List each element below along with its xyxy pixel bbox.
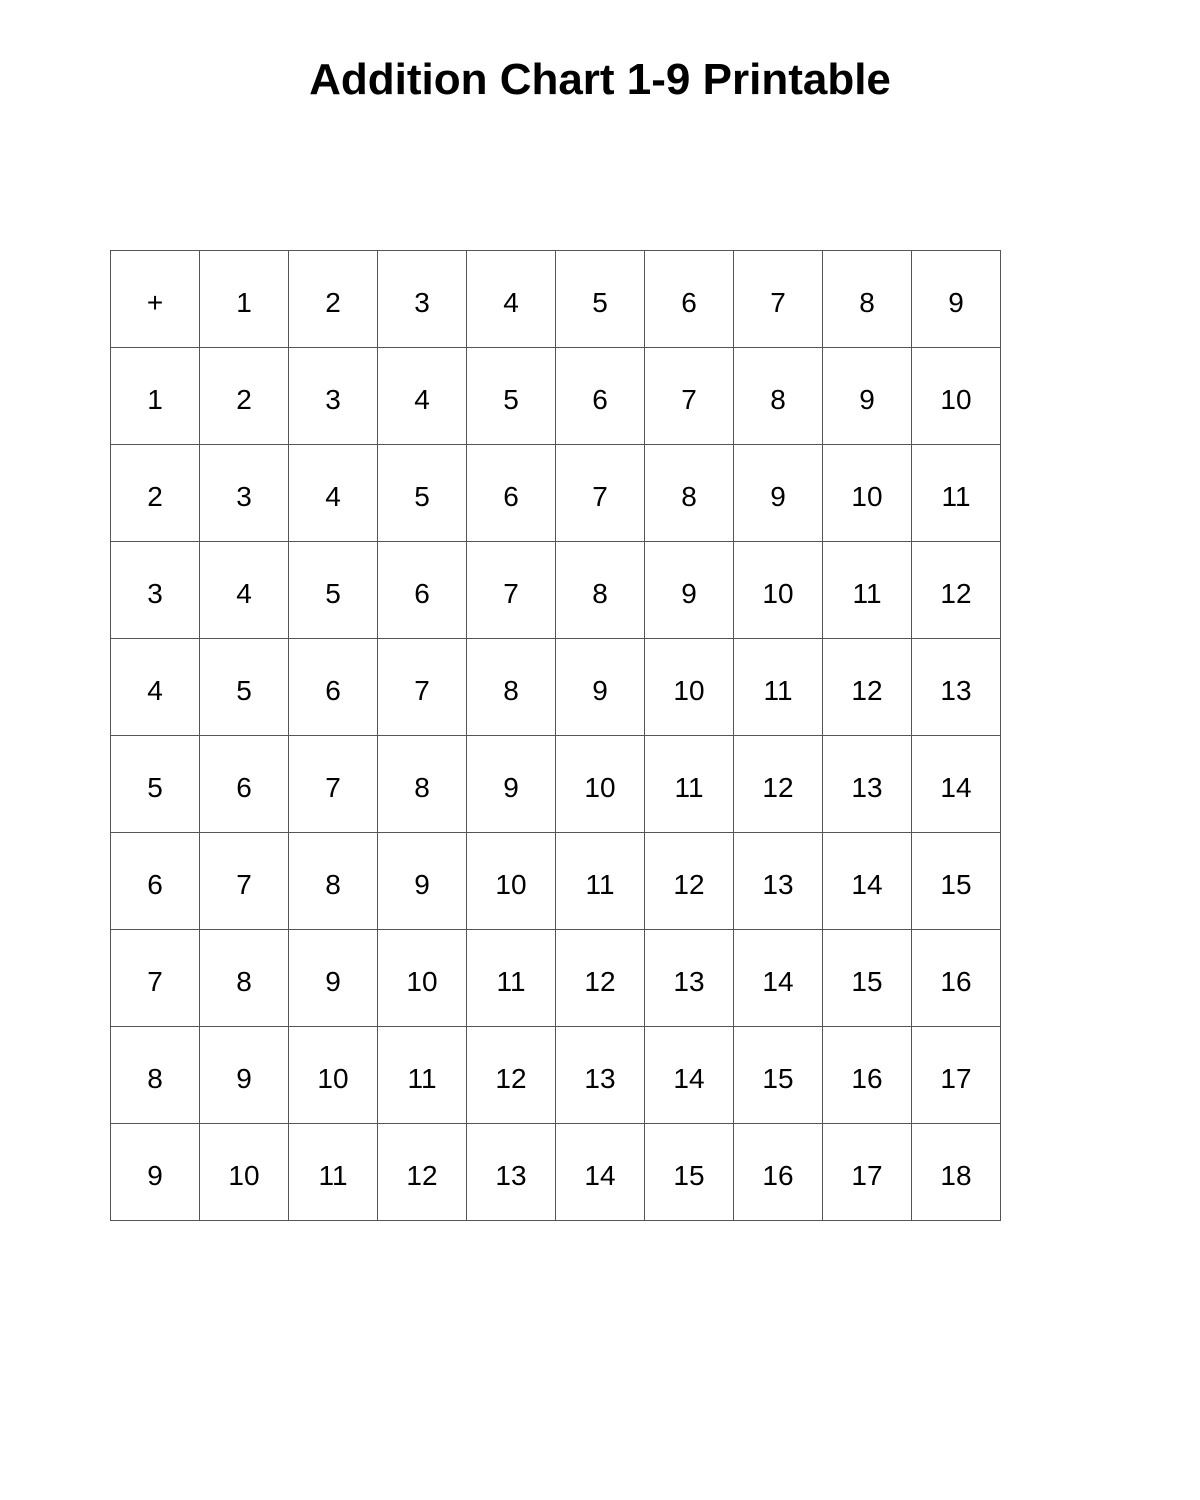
row-header-cell: 3	[111, 542, 200, 639]
sum-cell: 10	[200, 1124, 289, 1221]
sum-cell: 10	[556, 736, 645, 833]
sum-cell: 9	[289, 930, 378, 1027]
sum-cell: 5	[378, 445, 467, 542]
sum-cell: 12	[378, 1124, 467, 1221]
sum-cell: 10	[378, 930, 467, 1027]
sum-cell: 11	[912, 445, 1001, 542]
sum-cell: 13	[823, 736, 912, 833]
table-row	[111, 1124, 1001, 1221]
header-row	[111, 251, 1001, 348]
sum-cell: 8	[200, 930, 289, 1027]
sum-cell: 17	[912, 1027, 1001, 1124]
sum-cell: 3	[289, 348, 378, 445]
column-header-cell: 6	[645, 251, 734, 348]
sum-cell: 8	[734, 348, 823, 445]
row-header-cell: 9	[111, 1124, 200, 1221]
table-row	[111, 445, 1001, 542]
sum-cell: 13	[467, 1124, 556, 1221]
sum-cell: 8	[378, 736, 467, 833]
sum-cell: 14	[556, 1124, 645, 1221]
table-row	[111, 542, 1001, 639]
column-header-cell: 1	[200, 251, 289, 348]
sum-cell: 13	[912, 639, 1001, 736]
sum-cell: 8	[289, 833, 378, 930]
sum-cell: 10	[912, 348, 1001, 445]
column-header-cell: 2	[289, 251, 378, 348]
sum-cell: 4	[289, 445, 378, 542]
sum-cell: 9	[556, 639, 645, 736]
sum-cell: 12	[645, 833, 734, 930]
addition-table-body	[111, 251, 1001, 1221]
sum-cell: 11	[823, 542, 912, 639]
row-header-cell: 6	[111, 833, 200, 930]
row-header-cell: 1	[111, 348, 200, 445]
addition-table	[110, 250, 1001, 1221]
sum-cell: 4	[200, 542, 289, 639]
sum-cell: 9	[645, 542, 734, 639]
sum-cell: 7	[200, 833, 289, 930]
sum-cell: 15	[912, 833, 1001, 930]
sum-cell: 11	[734, 639, 823, 736]
sum-cell: 5	[200, 639, 289, 736]
sum-cell: 14	[823, 833, 912, 930]
sum-cell: 3	[200, 445, 289, 542]
sum-cell: 5	[289, 542, 378, 639]
sum-cell: 14	[912, 736, 1001, 833]
sum-cell: 9	[823, 348, 912, 445]
sum-cell: 6	[556, 348, 645, 445]
sum-cell: 13	[556, 1027, 645, 1124]
sum-cell: 8	[645, 445, 734, 542]
sum-cell: 18	[912, 1124, 1001, 1221]
sum-cell: 12	[734, 736, 823, 833]
column-header-cell: 3	[378, 251, 467, 348]
sum-cell: 10	[467, 833, 556, 930]
sum-cell: 10	[823, 445, 912, 542]
sum-cell: 11	[378, 1027, 467, 1124]
table-row	[111, 348, 1001, 445]
sum-cell: 7	[556, 445, 645, 542]
column-header-cell: 7	[734, 251, 823, 348]
sum-cell: 9	[378, 833, 467, 930]
sum-cell: 14	[645, 1027, 734, 1124]
table-row	[111, 1027, 1001, 1124]
row-header-cell: 7	[111, 930, 200, 1027]
sum-cell: 17	[823, 1124, 912, 1221]
sum-cell: 12	[467, 1027, 556, 1124]
table-row	[111, 833, 1001, 930]
sum-cell: 7	[645, 348, 734, 445]
sum-cell: 8	[556, 542, 645, 639]
sum-cell: 7	[289, 736, 378, 833]
row-header-cell: 2	[111, 445, 200, 542]
sum-cell: 15	[645, 1124, 734, 1221]
sum-cell: 5	[467, 348, 556, 445]
row-header-cell: 8	[111, 1027, 200, 1124]
sum-cell: 9	[467, 736, 556, 833]
sum-cell: 7	[378, 639, 467, 736]
sum-cell: 11	[556, 833, 645, 930]
column-header-cell: 9	[912, 251, 1001, 348]
sum-cell: 13	[645, 930, 734, 1027]
row-header-cell: 4	[111, 639, 200, 736]
sum-cell: 11	[289, 1124, 378, 1221]
sum-cell: 12	[823, 639, 912, 736]
sum-cell: 10	[734, 542, 823, 639]
sum-cell: 7	[467, 542, 556, 639]
sum-cell: 14	[734, 930, 823, 1027]
column-header-cell: 4	[467, 251, 556, 348]
page-title: Addition Chart 1-9 Printable	[309, 55, 891, 104]
column-header-cell: 5	[556, 251, 645, 348]
plus-sign-cell: +	[111, 251, 200, 348]
sum-cell: 16	[912, 930, 1001, 1027]
sum-cell: 10	[645, 639, 734, 736]
sum-cell: 12	[556, 930, 645, 1027]
sum-cell: 9	[200, 1027, 289, 1124]
table-row	[111, 639, 1001, 736]
sum-cell: 16	[823, 1027, 912, 1124]
sum-cell: 11	[467, 930, 556, 1027]
row-header-cell: 5	[111, 736, 200, 833]
sum-cell: 6	[200, 736, 289, 833]
sum-cell: 13	[734, 833, 823, 930]
column-header-cell: 8	[823, 251, 912, 348]
sum-cell: 8	[467, 639, 556, 736]
sum-cell: 11	[645, 736, 734, 833]
table-row	[111, 736, 1001, 833]
sum-cell: 16	[734, 1124, 823, 1221]
table-row	[111, 930, 1001, 1027]
sum-cell: 15	[734, 1027, 823, 1124]
sum-cell: 4	[378, 348, 467, 445]
sum-cell: 2	[200, 348, 289, 445]
sum-cell: 6	[378, 542, 467, 639]
sum-cell: 6	[289, 639, 378, 736]
sum-cell: 10	[289, 1027, 378, 1124]
sum-cell: 6	[467, 445, 556, 542]
sum-cell: 12	[912, 542, 1001, 639]
sum-cell: 15	[823, 930, 912, 1027]
sum-cell: 9	[734, 445, 823, 542]
